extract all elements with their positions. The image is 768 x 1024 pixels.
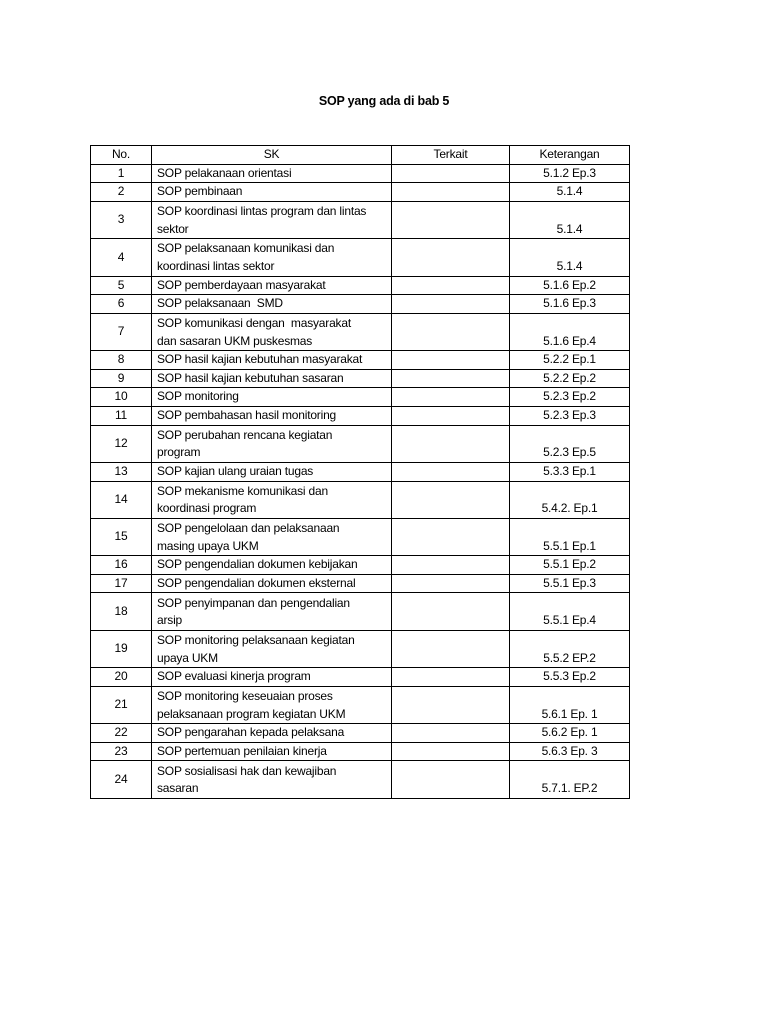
row-keterangan: 5.5.2 EP.2: [510, 630, 630, 667]
row-terkait: [392, 481, 510, 518]
row-keterangan: 5.1.6 Ep.3: [510, 295, 630, 314]
row-sk: [152, 668, 392, 687]
sk-line: SOP penyimpanan dan pengendalian: [157, 595, 350, 610]
table-row: [91, 351, 630, 370]
row-terkait: [392, 742, 510, 761]
page-title: SOP yang ada di bab 5: [318, 94, 450, 108]
sk-line: SOP pemberdayaan masyarakat: [157, 277, 326, 292]
row-number: 16: [91, 556, 152, 575]
row-sk: [152, 574, 392, 593]
row-keterangan: 5.2.2 Ep.1: [510, 351, 630, 370]
row-terkait: [392, 425, 510, 462]
row-sk: [152, 724, 392, 743]
row-sk: [152, 183, 392, 202]
header-sk: SK: [152, 146, 392, 165]
row-keterangan: 5.5.1 Ep.1: [510, 518, 630, 555]
row-number: 2: [91, 183, 152, 202]
table-row: [91, 574, 630, 593]
row-keterangan: 5.5.1 Ep.3: [510, 574, 630, 593]
row-sk: [152, 518, 392, 555]
table-header-row: [91, 146, 630, 165]
row-number: 13: [91, 462, 152, 481]
sk-line: koordinasi program: [157, 501, 257, 516]
row-sk: [152, 556, 392, 575]
table-row: [91, 369, 630, 388]
row-keterangan: 5.3.3 Ep.1: [510, 462, 630, 481]
row-sk: [152, 239, 392, 276]
row-sk: [152, 742, 392, 761]
row-terkait: [392, 276, 510, 295]
row-terkait: [392, 351, 510, 370]
sk-line: SOP sosialisasi hak dan kewajiban: [157, 763, 337, 778]
row-terkait: [392, 574, 510, 593]
row-sk: [152, 686, 392, 723]
row-sk: [152, 406, 392, 425]
row-terkait: [392, 593, 510, 630]
row-number: 5: [91, 276, 152, 295]
row-terkait: [392, 518, 510, 555]
table-row: [91, 239, 630, 276]
table-row: [91, 164, 630, 183]
row-sk: [152, 462, 392, 481]
row-terkait: [392, 556, 510, 575]
sk-line: dan sasaran UKM puskesmas: [157, 333, 313, 348]
row-terkait: [392, 406, 510, 425]
sk-line: masing upaya UKM: [157, 538, 259, 553]
sk-line: SOP pelakanaan orientasi: [157, 165, 292, 180]
sk-line: SOP mekanisme komunikasi dan: [157, 483, 328, 498]
row-number: 23: [91, 742, 152, 761]
table-row: [91, 593, 630, 630]
row-terkait: [392, 295, 510, 314]
row-keterangan: 5.5.1 Ep.2: [510, 556, 630, 575]
table-row: [91, 201, 630, 238]
sk-line: SOP pengendalian dokumen kebijakan: [157, 557, 358, 572]
row-keterangan: 5.2.2 Ep.2: [510, 369, 630, 388]
sk-line: SOP monitoring pelaksanaan kegiatan: [157, 633, 355, 648]
sk-line: SOP pembahasan hasil monitoring: [157, 407, 337, 422]
table-row: [91, 406, 630, 425]
row-number: 6: [91, 295, 152, 314]
row-sk: [152, 201, 392, 238]
header-terkait: Terkait: [392, 146, 510, 165]
row-number: 14: [91, 481, 152, 518]
row-number: 21: [91, 686, 152, 723]
row-keterangan: 5.6.1 Ep. 1: [510, 686, 630, 723]
table-row: [91, 686, 630, 723]
sk-line: pelaksanaan program kegiatan UKM: [157, 706, 346, 721]
row-keterangan: 5.4.2. Ep.1: [510, 481, 630, 518]
row-keterangan: 5.1.4: [510, 239, 630, 276]
table-row: [91, 276, 630, 295]
row-number: 3: [91, 201, 152, 238]
row-terkait: [392, 686, 510, 723]
row-sk: [152, 630, 392, 667]
row-terkait: [392, 462, 510, 481]
sk-line: SOP pelaksanaan komunikasi dan: [157, 241, 335, 256]
sk-line: SOP hasil kajian kebutuhan sasaran: [157, 370, 344, 385]
sk-line: SOP pengarahan kepada pelaksana: [157, 725, 345, 740]
table-row: [91, 742, 630, 761]
row-keterangan: 5.1.6 Ep.4: [510, 313, 630, 350]
row-terkait: [392, 761, 510, 798]
row-number: 8: [91, 351, 152, 370]
header-keterangan: Keterangan: [510, 146, 630, 165]
row-number: 7: [91, 313, 152, 350]
row-sk: [152, 369, 392, 388]
row-terkait: [392, 630, 510, 667]
row-sk: [152, 593, 392, 630]
sk-line: SOP perubahan rencana kegiatan: [157, 427, 333, 442]
table-row: [91, 556, 630, 575]
sk-line: sasaran: [157, 781, 199, 796]
row-number: 24: [91, 761, 152, 798]
row-terkait: [392, 239, 510, 276]
sk-line: SOP pengelolaan dan pelaksanaan: [157, 521, 340, 536]
row-keterangan: 5.2.3 Ep.3: [510, 406, 630, 425]
sop-table: [90, 145, 630, 799]
table-row: [91, 481, 630, 518]
row-keterangan: 5.5.3 Ep.2: [510, 668, 630, 687]
row-terkait: [392, 201, 510, 238]
table-row: [91, 518, 630, 555]
row-keterangan: 5.1.4: [510, 201, 630, 238]
table-row: [91, 313, 630, 350]
row-keterangan: 5.6.2 Ep. 1: [510, 724, 630, 743]
table-row: [91, 668, 630, 687]
sk-line: SOP koordinasi lintas program dan lintas: [157, 203, 367, 218]
row-keterangan: 5.2.3 Ep.5: [510, 425, 630, 462]
row-sk: [152, 313, 392, 350]
row-terkait: [392, 313, 510, 350]
row-terkait: [392, 183, 510, 202]
sk-line: SOP komunikasi dengan masyarakat: [157, 315, 351, 330]
row-number: 12: [91, 425, 152, 462]
sk-line: SOP pengendalian dokumen eksternal: [157, 575, 356, 590]
row-keterangan: 5.1.6 Ep.2: [510, 276, 630, 295]
row-sk: [152, 295, 392, 314]
table-row: [91, 183, 630, 202]
row-keterangan: 5.7.1. EP.2: [510, 761, 630, 798]
row-terkait: [392, 369, 510, 388]
sk-line: program: [157, 445, 201, 460]
table-row: [91, 630, 630, 667]
table-row: [91, 462, 630, 481]
row-sk: [152, 481, 392, 518]
row-sk: [152, 425, 392, 462]
row-number: 10: [91, 388, 152, 407]
row-terkait: [392, 668, 510, 687]
row-number: 1: [91, 164, 152, 183]
sk-line: SOP pembinaan: [157, 184, 243, 199]
table-row: [91, 724, 630, 743]
sk-line: sektor: [157, 221, 189, 236]
row-keterangan: 5.5.1 Ep.4: [510, 593, 630, 630]
row-number: 11: [91, 406, 152, 425]
row-keterangan: 5.6.3 Ep. 3: [510, 742, 630, 761]
row-number: 19: [91, 630, 152, 667]
header-no: No.: [91, 146, 152, 165]
sk-line: SOP monitoring keseuaian proses: [157, 689, 333, 704]
row-terkait: [392, 164, 510, 183]
row-keterangan: 5.2.3 Ep.2: [510, 388, 630, 407]
row-number: 17: [91, 574, 152, 593]
row-number: 18: [91, 593, 152, 630]
table-row: [91, 388, 630, 407]
row-number: 20: [91, 668, 152, 687]
sk-line: SOP pelaksanaan SMD: [157, 296, 283, 311]
sk-line: SOP monitoring: [157, 389, 239, 404]
row-number: 22: [91, 724, 152, 743]
row-sk: [152, 351, 392, 370]
table-body: [91, 164, 630, 798]
table-row: [91, 425, 630, 462]
row-number: 4: [91, 239, 152, 276]
row-number: 9: [91, 369, 152, 388]
row-terkait: [392, 724, 510, 743]
sk-line: arsip: [157, 613, 183, 628]
table-row: [91, 295, 630, 314]
row-sk: [152, 761, 392, 798]
sk-line: SOP pertemuan penilaian kinerja: [157, 743, 327, 758]
row-sk: [152, 388, 392, 407]
row-terkait: [392, 388, 510, 407]
sk-line: SOP hasil kajian kebutuhan masyarakat: [157, 352, 363, 367]
row-keterangan: 5.1.4: [510, 183, 630, 202]
row-keterangan: 5.1.2 Ep.3: [510, 164, 630, 183]
table-row: [91, 761, 630, 798]
sk-line: SOP evaluasi kinerja program: [157, 669, 311, 684]
row-sk: [152, 164, 392, 183]
sk-line: upaya UKM: [157, 650, 218, 665]
sk-line: SOP kajian ulang uraian tugas: [157, 463, 314, 478]
sk-line: koordinasi lintas sektor: [157, 258, 275, 273]
row-sk: [152, 276, 392, 295]
row-number: 15: [91, 518, 152, 555]
